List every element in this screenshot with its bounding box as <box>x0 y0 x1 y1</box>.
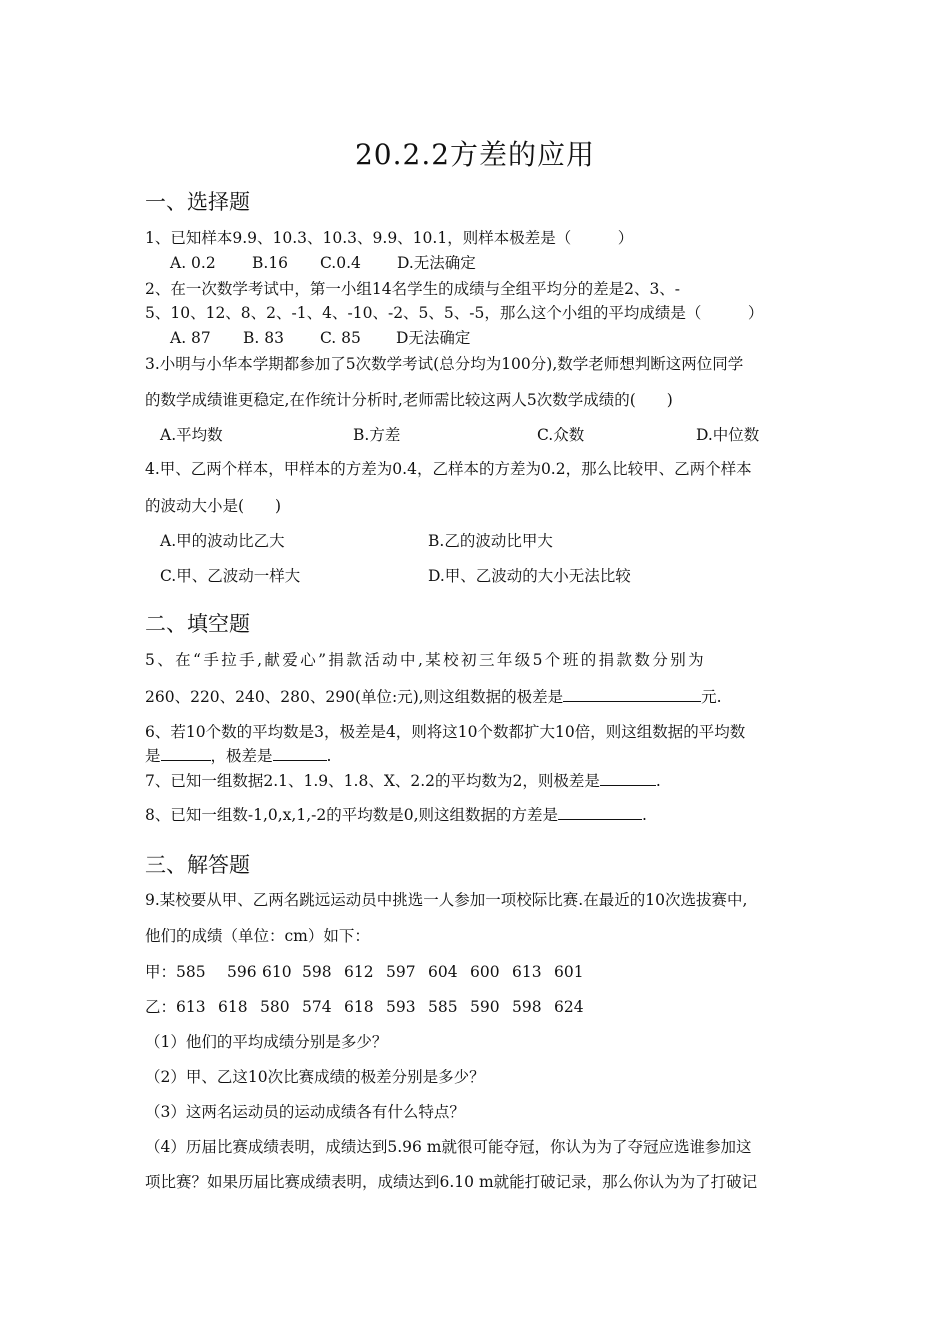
q9-yi-value: 618 <box>344 998 374 1016</box>
q4-line1: 4.甲、乙两个样本，甲样本的方差为0.4，乙样本的方差为0.2，那么比较甲、乙两个样本 <box>145 460 752 478</box>
q3-option-c: C.众数 <box>537 426 585 444</box>
q1-option-a: A. 0.2 <box>170 254 216 272</box>
q9-sub4-line1: （4）历届比赛成绩表明，成绩达到5.96 m就很可能夺冠，你认为为了夺冠应选谁参加这 <box>145 1138 752 1156</box>
q2-option-d: D无法确定 <box>396 329 471 347</box>
q9-jia-value: 613 <box>512 963 542 981</box>
q9-line2: 他们的成绩（单位：cm）如下： <box>145 927 370 945</box>
q6-text-a: 是 <box>145 747 161 765</box>
q4-option-a: A.甲的波动比乙大 <box>160 532 285 550</box>
q9-jia-row <box>145 962 206 982</box>
q8-answer-blank[interactable] <box>558 805 642 820</box>
q4-option-b: B.乙的波动比甲大 <box>428 532 553 550</box>
q2-line2: 5、10、12、8、2、-1、4、-10、-2、5、5、-5，那么这个小组的平均成绩是（ ） <box>145 304 764 322</box>
q6-range-blank[interactable] <box>273 746 327 761</box>
section-heading-solve: 三、解答题 <box>145 853 250 877</box>
q8-line <box>145 805 647 825</box>
q9-jia-value: 610 <box>262 963 292 981</box>
q9-jia-value: 597 <box>386 963 416 981</box>
q1-option-d: D.无法确定 <box>397 254 476 272</box>
q4-option-d: D.甲、乙波动的大小无法比较 <box>428 567 631 585</box>
q3-option-a: A.平均数 <box>160 426 223 444</box>
q7-answer-blank[interactable] <box>600 771 656 786</box>
q9-yi-label: 乙： <box>145 998 177 1016</box>
page-title: 20.2.2方差的应用 <box>354 138 596 171</box>
q5-line2 <box>145 687 722 707</box>
q9-sub4-line2: 项比赛？如果历届比赛成绩表明，成绩达到6.10 m就能打破记录，那么你认为为了打破记 <box>145 1173 758 1191</box>
q7-text: 7、已知一组数据2.1、1.9、1.8、X、2.2的平均数为2，则极差是 <box>145 772 600 790</box>
q2-option-b: B. 83 <box>243 329 284 347</box>
q9-jia-value: 585 <box>176 963 206 981</box>
q5-answer-blank[interactable] <box>563 687 701 702</box>
q9-yi-value: 598 <box>512 998 542 1016</box>
q2-option-a: A. 87 <box>170 329 211 347</box>
q9-jia-value: 612 <box>344 963 374 981</box>
q3-option-d: D.中位数 <box>696 426 760 444</box>
q9-yi-value: 585 <box>428 998 458 1016</box>
q7-line <box>145 771 661 791</box>
q9-line1: 9.某校要从甲、乙两名跳远运动员中挑选一人参加一项校际比赛.在最近的10次选拔赛中, <box>145 891 748 909</box>
q7-end: . <box>655 772 661 790</box>
q9-yi-value: 618 <box>218 998 248 1016</box>
q1-stem: 1、已知样本9.9、10.3、10.3、9.9、10.1，则样本极差是（ ） <box>145 229 634 247</box>
q9-yi-value: 593 <box>386 998 416 1016</box>
q9-sub1: （1）他们的平均成绩分别是多少？ <box>145 1033 388 1051</box>
q9-yi-value: 624 <box>554 998 584 1016</box>
q4-option-c: C.甲、乙波动一样大 <box>160 567 301 585</box>
q3-line1: 3.小明与小华本学期都参加了5次数学考试(总分均为100分),数学老师想判断这两位同学 <box>145 355 744 373</box>
q3-option-b: B.方差 <box>353 426 401 444</box>
section-heading-fill: 二、填空题 <box>145 612 250 636</box>
q3-line2: 的数学成绩谁更稳定,在作统计分析时,老师需比较这两人5次数学成绩的( ) <box>145 391 673 409</box>
q6-text-c: . <box>326 747 332 765</box>
q2-line1: 2、在一次数学考试中，第一小组14名学生的成绩与全组平均分的差是2、3、- <box>145 280 681 298</box>
q9-jia-value: 604 <box>428 963 458 981</box>
q9-sub2: （2）甲、乙这10次比赛成绩的极差分别是多少？ <box>145 1068 485 1086</box>
q6-mean-blank[interactable] <box>161 746 211 761</box>
q2-option-c: C. 85 <box>320 329 361 347</box>
q6-line1: 6、若10个数的平均数是3，极差是4，则将这10个数都扩大10倍，则这组数据的平均数 <box>145 723 746 741</box>
q8-end: . <box>642 806 647 824</box>
q5-line1: 5、在“手拉手,献爱心”捐款活动中,某校初三年级5个班的捐款数分别为 <box>145 651 707 669</box>
q8-text: 8、已知一组数-1,0,x,1,-2的平均数是0,则这组数据的方差是 <box>145 806 559 824</box>
q9-jia-label: 甲： <box>145 963 177 981</box>
q9-yi-value: 580 <box>260 998 290 1016</box>
q6-line2 <box>145 746 331 766</box>
q9-yi-value: 590 <box>470 998 500 1016</box>
q4-line2: 的波动大小是( ) <box>145 497 282 515</box>
q9-yi-row <box>145 997 206 1017</box>
q1-option-b: B.16 <box>252 254 289 272</box>
q5-text: 260、220、240、280、290(单位:元),则这组数据的极差是 <box>145 688 564 706</box>
q9-jia-value: 600 <box>470 963 500 981</box>
q9-yi-value: 574 <box>302 998 332 1016</box>
q9-jia-value: 601 <box>554 963 584 981</box>
q9-jia-value: 596 <box>227 963 257 981</box>
q9-yi-value: 613 <box>176 998 206 1016</box>
q1-option-c: C.0.4 <box>320 254 361 272</box>
q9-sub3: （3）这两名运动员的运动成绩各有什么特点？ <box>145 1103 465 1121</box>
section-heading-choice: 一、选择题 <box>145 190 250 214</box>
q6-text-b: ，极差是 <box>210 747 273 765</box>
q9-jia-value: 598 <box>302 963 332 981</box>
q5-unit: 元. <box>701 688 722 706</box>
